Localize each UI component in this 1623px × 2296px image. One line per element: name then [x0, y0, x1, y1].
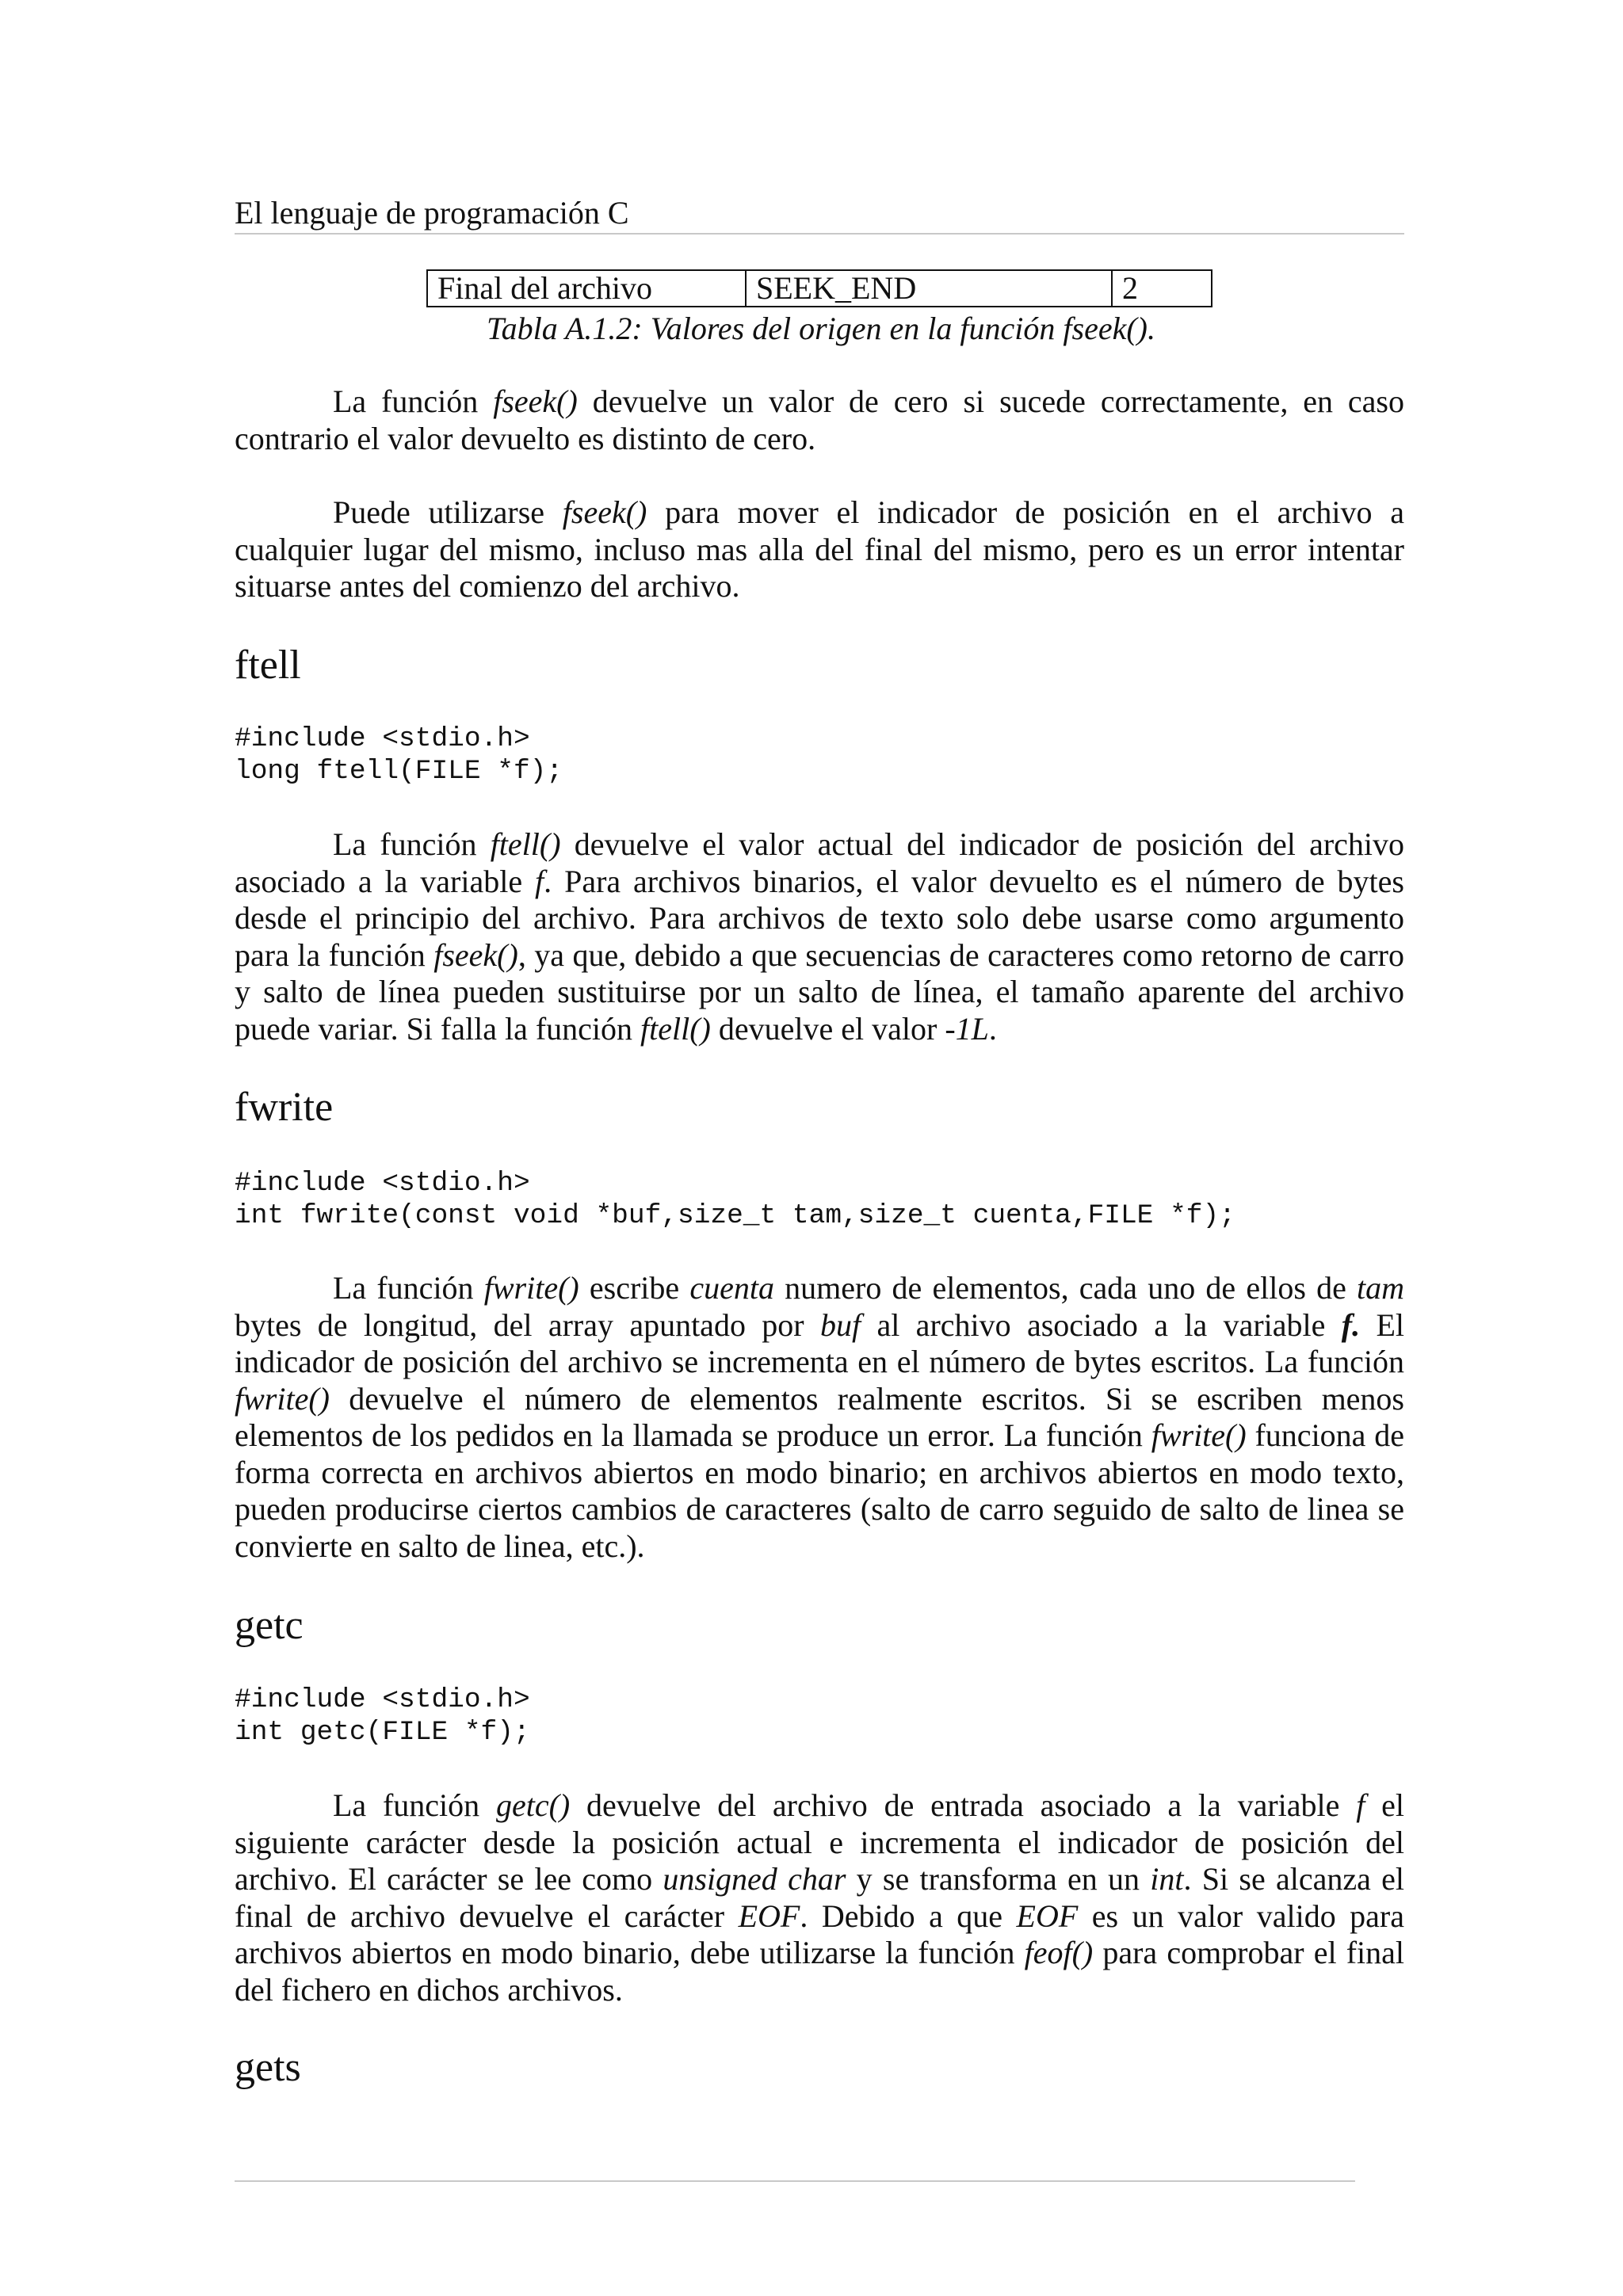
table-cell: 2: [1112, 270, 1212, 307]
code-line: #include <stdio.h>: [235, 1168, 530, 1199]
section-heading-gets: gets: [235, 2045, 301, 2090]
fwrite-description-paragraph: La función fwrite() escribe cuenta numero de elementos, cada uno de ellos de tam bytes de longitud, del array apuntado por buf al archivo asociado a la variable f. El indicador de posición del archivo se incrementa en el número de bytes escritos. La función fwrite() devuelve el número de elementos realmente escritos. Si se escriben menos elementos de los pedidos en la llamada se produce un error. La función fwrite() funciona de forma correcta en archivos abiertos en modo binario; en archivos abiertos en modo texto, pueden producirse ciertos cambios de caracteres (salto de carro seguido de salto de linea se convierte en salto de linea, etc.).: [235, 1270, 1405, 1564]
code-line: long ftell(FILE *f);: [235, 756, 563, 787]
code-block-getc: [235, 1684, 530, 1749]
code-line: int getc(FILE *f);: [235, 1717, 530, 1748]
table-cell: SEEK_END: [746, 270, 1112, 307]
section-heading-getc: getc: [235, 1603, 304, 1648]
fseek-usage-paragraph: Puede utilizarse fseek() para mover el indicador de posición en el archivo a cualquier lugar del mismo, incluso mas alla del final del mismo, pero es un error intentar situarse antes del comienzo del archivo.: [235, 494, 1404, 604]
table-caption: Tabla A.1.2: Valores del origen en la función fseek().: [487, 311, 1155, 346]
getc-description-paragraph: La función getc() devuelve del archivo de entrada asociado a la variable f el siguiente carácter desde la posición actual e incrementa el indicador de posición del archivo. El carácter se lee como unsigned char y se transforma en un int. Si se alcanza el final de archivo devuelve el carácter EOF. Debido a que EOF es un valor valido para archivos abiertos en modo binario, debe utilizarse la función feof() para comprobar el final del fichero en dichos archivos.: [235, 1787, 1404, 2008]
section-heading-fwrite: fwrite: [235, 1085, 334, 1130]
table-cell: Final del archivo: [427, 270, 746, 307]
section-heading-ftell: ftell: [235, 643, 301, 688]
footer-divider: [235, 2180, 1355, 2182]
code-block-fwrite: [235, 1167, 1235, 1232]
code-line: int fwrite(const void *buf,size_t tam,size_t cuenta,FILE *f);: [235, 1200, 1235, 1231]
running-header: El lenguaje de programación C: [235, 193, 1404, 235]
code-line: #include <stdio.h>: [235, 723, 530, 754]
code-block-ftell: [235, 723, 563, 788]
ftell-description-paragraph: La función ftell() devuelve el valor actual del indicador de posición del archivo asociado a la variable f. Para archivos binarios, el valor devuelto es el número de bytes desde el principio del archivo. Para archivos de texto solo debe usarse como argumento para la función fseek(), ya que, debido a que secuencias de caracteres como retorno de carro y salto de línea pueden sustituirse por un salto de línea, el tamaño aparente del archivo puede variar. Si falla la función ftell() devuelve el valor -1L.: [235, 826, 1405, 1047]
fseek-return-paragraph: La función fseek() devuelve un valor de cero si sucede correctamente, en caso contrario el valor devuelto es distinto de cero.: [235, 383, 1405, 456]
table-row: [427, 270, 1212, 307]
code-line: #include <stdio.h>: [235, 1684, 530, 1715]
origin-values-table: [426, 269, 1212, 307]
